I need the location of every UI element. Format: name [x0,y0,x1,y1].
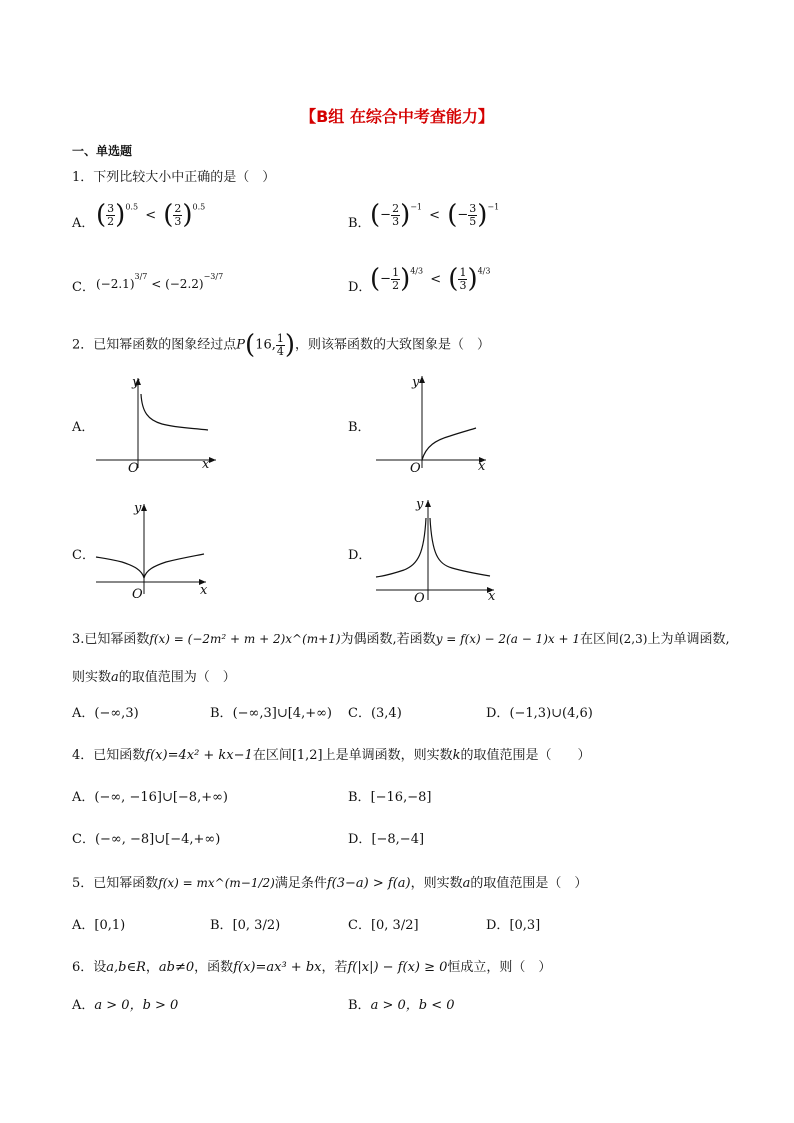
option-value: a > 0，b < 0 [370,998,455,1013]
option-value: (−∞, −8]∪[−4,+∞) [94,832,221,847]
q4-option-b[interactable] [348,786,431,805]
q3-stem [72,628,730,647]
q4-stem [72,744,591,763]
origin-label: O [410,461,421,474]
q2-graph-c [92,498,222,602]
option-label: D． [348,548,372,563]
q1-stem: 1．下列比较大小中正确的是（ ） [72,170,276,185]
section-heading: 一、单选题 [72,144,133,158]
option-label: B． [210,918,233,933]
q5-cond: f(3−a) > f(a) [326,876,411,891]
option-label: B． [210,706,233,721]
q1-option-b[interactable] [348,212,371,231]
q5-stem-part: 满足条件 [274,876,327,891]
q3-option-c[interactable] [348,702,402,721]
q3-stem-part: 为偶函数,若函数 [340,632,436,647]
q5-stem-part: 的取值范围是（ ） [470,876,588,891]
option-value: (3,4) [370,706,402,721]
q1-option-d-math: (− $\frac{1}{2}$ )$^{4/3}$ < ( $\frac{1}{3}$ )$^{4/3}$ [370,264,491,294]
q5-var: a [462,876,471,891]
y-axis-label: y [132,375,140,390]
option-value: [0,1) [94,918,126,933]
q3-f-def: f(x) = (−2m² + m + 2)x^(m+1) [149,632,341,646]
q6-set: a,b∈R [106,960,146,975]
y-axis-label: y [416,497,424,512]
q4-option-d[interactable] [348,828,424,847]
x-axis-label: x [488,589,496,604]
q3-stem-part: 的取值范围为（ ） [118,670,236,685]
q2-stem-pre: 2．已知幂函数的图象经过点 [72,337,237,353]
option-label: D． [348,280,372,295]
option-value: (−1,3)∪(4,6) [509,706,593,721]
option-label: A． [72,420,95,435]
q5-option-d[interactable] [486,914,540,933]
x-axis-label: x [478,459,486,474]
q4-f-def: f(x)=4x² + kx−1 [145,748,253,763]
q2-graph-a [92,372,222,472]
option-label: C． [72,548,95,563]
option-label: D． [348,832,372,847]
q3-stem-part: 在区间 [579,632,619,647]
option-label: C． [72,280,95,295]
page-title: 【B组 在综合中考查能力】 [300,107,494,126]
q6-option-b[interactable] [348,994,455,1013]
option-value: [0, 3/2] [370,918,419,933]
q5-stem-part: ，则实数 [410,876,463,891]
option-label: C． [348,706,371,721]
q2-option-b[interactable] [348,416,371,435]
q1-option-a[interactable] [72,212,94,231]
q5-option-c[interactable] [348,914,419,933]
q6-stem-part: ， [145,960,159,975]
option-label: B． [348,790,371,805]
option-value: (−∞,3) [94,706,139,721]
option-label: C． [72,832,95,847]
option-value: [0, 3/2) [232,918,281,933]
q2-stem-post: ，则该幂函数的大致图象是（ ） [295,337,491,353]
option-label: D． [486,918,510,933]
q6-stem-part: ，若 [321,960,348,975]
option-label: A． [72,790,95,805]
q4-option-a[interactable] [72,786,228,805]
origin-label: O [132,587,143,602]
q6-stem-part: ，函数 [194,960,234,975]
q4-stem-part: 4．已知函数 [72,748,146,763]
q3-stem-part: 上为单调函数, [647,632,730,647]
q5-option-b[interactable] [210,914,280,933]
q1-option-d[interactable] [348,276,371,295]
option-label: C． [348,918,371,933]
option-label: B． [348,420,371,435]
q6-f-def: f(x)=ax³ + bx [233,960,322,975]
y-axis-label: y [412,375,420,390]
q1-option-c-math: $(-2.1)^{3/7} < (-2.2)^{-3/7}$ [96,272,224,291]
option-value: (−∞,3]∪[4,+∞) [232,706,332,721]
q5-option-a[interactable] [72,914,125,933]
option-label: A． [72,918,95,933]
q2-stem: 2．已知幂函数的图象经过点P(16, $\frac{1}{4}$ )，则该幂函数的大致图象是（ ） [72,330,491,360]
origin-label: O [128,461,139,472]
option-value: a > 0，b > 0 [94,998,179,1013]
q2-graph-b [372,370,502,474]
q2-graph-d [372,494,502,606]
q6-stem-part: 6．设 [72,960,107,975]
option-label: D． [486,706,510,721]
y-axis-label: y [134,501,142,516]
option-value: [0,3] [509,918,541,933]
q3-option-d[interactable] [486,702,593,721]
q6-cond: f(|x|) − f(x) ≥ 0 [347,960,448,975]
q2-option-d[interactable] [348,544,371,563]
q6-stem [72,956,551,975]
q5-stem-part: 5．已知幂函数 [72,876,159,891]
q3-option-b[interactable] [210,702,332,721]
option-value: (−∞, −16]∪[−8,+∞) [94,790,229,805]
q4-stem-part: 的取值范围是（ ） [460,748,591,763]
q3-stem-line2 [72,666,236,685]
q5-stem [72,872,587,891]
q4-var: k [452,748,461,763]
q3-stem-part: 则实数 [72,670,112,685]
q3-g-def: y = f(x) − 2(a − 1)x + 1 [435,632,580,646]
q4-stem-part: 在区间[1,2]上是单调函数，则实数 [252,748,453,763]
option-label: A． [72,998,95,1013]
q5-f-def: f(x) = mx^(m−1/2) [158,876,275,890]
q3-option-a[interactable] [72,702,139,721]
q3-interval: (2,3) [618,632,648,646]
q6-option-a[interactable] [72,994,178,1013]
q6-neq: ab≠0 [158,960,195,975]
q6-stem-part: 恒成立，则（ ） [447,960,552,975]
q3-stem-part: 3.已知幂函数 [72,632,150,647]
option-label: A． [72,706,95,721]
option-value: [−8,−4] [371,832,425,847]
origin-label: O [414,591,425,606]
option-label: B． [348,998,371,1013]
q1-option-c[interactable] [72,276,95,295]
q1-option-a-math: ( $\frac{3}{2}$ )$^{0.5}$ < ( $\frac{2}{3}$ )$^{0.5}$ [96,200,206,230]
x-axis-label: x [200,583,208,598]
x-axis-label: x [202,457,210,472]
option-label: A． [72,216,95,231]
option-label: B． [348,216,371,231]
q4-option-c[interactable] [72,828,220,847]
q3-var: a [111,670,119,685]
option-value: [−16,−8] [370,790,432,805]
q1-option-b-math: (− $\frac{2}{3}$ )$^{-1}$ < (− $\frac{3}{5}$ )$^{-1}$ [370,200,500,230]
